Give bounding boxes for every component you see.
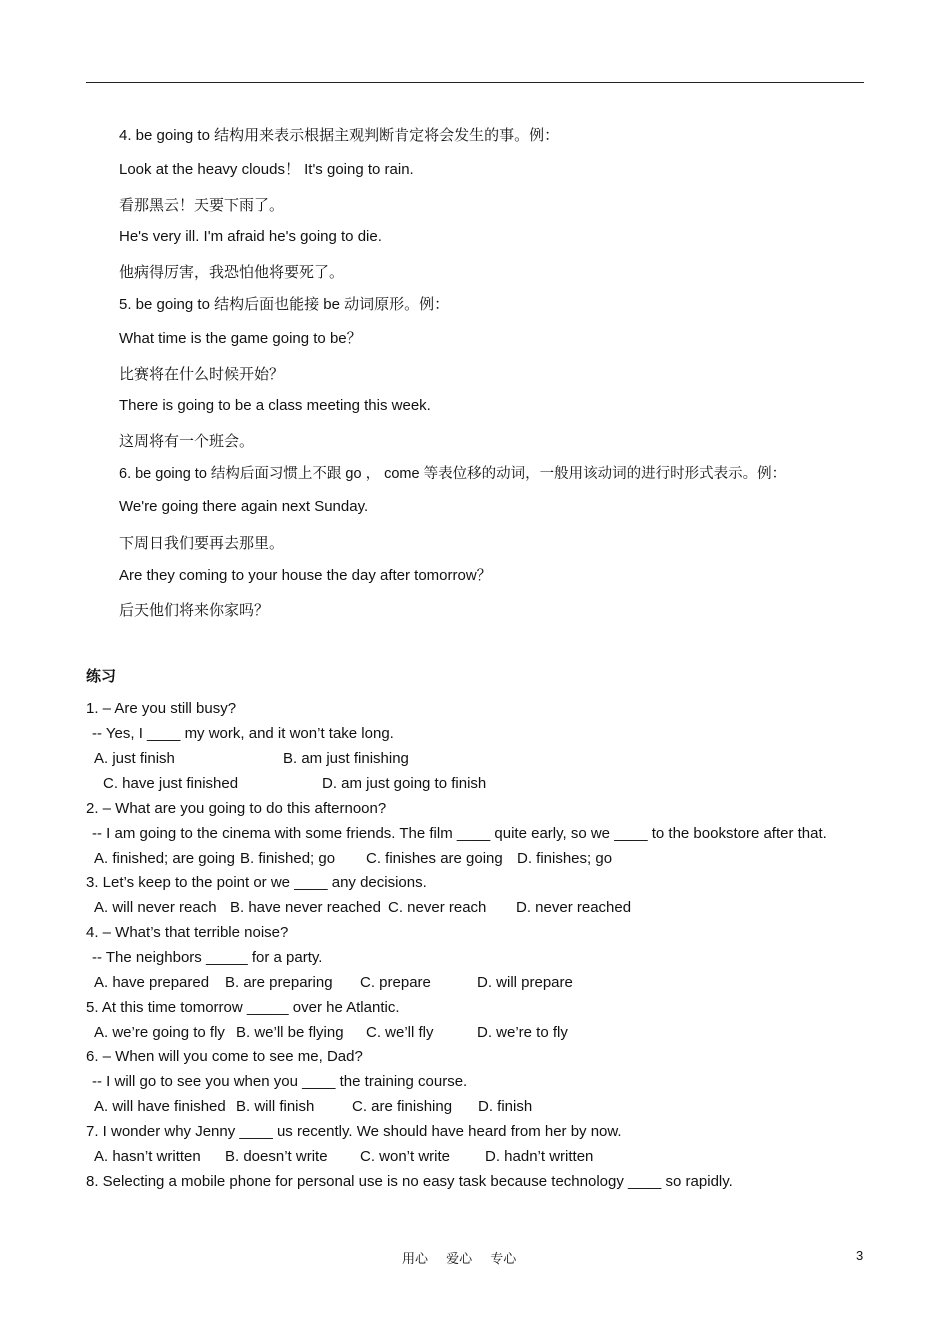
option-d: D. never reached <box>516 899 632 916</box>
option-c: C. are finishing <box>352 1098 453 1115</box>
question-6: 6. – When will you come to see me, Dad? <box>86 1048 363 1065</box>
option-b: B. have never reached <box>230 899 381 916</box>
option-c: C. finishes are going <box>366 850 503 867</box>
option-c: C. never reach <box>388 899 487 916</box>
option-a: A. finished; are going <box>94 850 235 867</box>
note-line: 4. be going to 结构用来表示根据主观判断肯定将会发生的事。例： <box>119 127 560 144</box>
question-5: 5. At this time tomorrow _____ over he Atlantic. <box>86 999 400 1016</box>
option-d: D. we’re to fly <box>477 1024 568 1041</box>
option-a: A. we’re going to fly <box>94 1024 225 1041</box>
option-c: C. prepare <box>360 974 431 991</box>
note-line: 下周日我们要再去那里。 <box>119 534 285 552</box>
page-number: 3 <box>856 1248 864 1263</box>
question-4-reply: -- The neighbors _____ for a party. <box>92 949 323 966</box>
question-1: 1. – Are you still busy? <box>86 700 237 717</box>
option-d: D. finishes; go <box>517 850 613 867</box>
note-line: 后天他们将来你家吗？ <box>119 601 270 619</box>
option-d: D. will prepare <box>477 974 573 991</box>
option-c: C. won’t write <box>360 1148 451 1165</box>
option-a: A. just finish <box>94 750 175 767</box>
question-3: 3. Let’s keep to the point or we ____ any decisions. <box>86 874 427 891</box>
note-line: There is going to be a class meeting this week. <box>119 397 431 414</box>
option-a: A. have prepared <box>94 974 210 991</box>
option-a: A. will have finished <box>94 1098 226 1115</box>
question-8: 8. Selecting a mobile phone for personal use is no easy task because technology ____ so rapidly. <box>86 1173 733 1190</box>
option-b: B. will finish <box>236 1098 315 1115</box>
option-b: B. we’ll be flying <box>236 1024 344 1041</box>
note-line: 他病得厉害，我恐怕他将要死了。 <box>119 263 345 281</box>
option-d: D. am just going to finish <box>322 775 487 792</box>
question-1-reply: -- Yes, I ____ my work, and it won’t take long. <box>92 725 394 742</box>
note-line: 5. be going to 结构后面也能接 be 动词原形。例： <box>119 296 450 313</box>
question-2-reply: -- I am going to the cinema with some friends. The film ____ quite early, so we ____ to the bookstore after that. <box>92 825 827 842</box>
note-line: Look at the heavy clouds！ It's going to rain. <box>119 161 414 178</box>
question-6-reply: -- I will go to see you when you ____ the training course. <box>92 1073 468 1090</box>
question-4: 4. – What’s that terrible noise? <box>86 924 289 941</box>
option-d: D. finish <box>478 1098 533 1115</box>
option-b: B. am just finishing <box>283 750 409 767</box>
note-line: 看那黑云！天要下雨了。 <box>119 196 285 214</box>
option-b: B. doesn’t write <box>225 1148 328 1165</box>
note-line: Are they coming to your house the day after tomorrow？ <box>119 567 492 584</box>
option-b: B. finished; go <box>240 850 336 867</box>
note-line: 这周将有一个班会。 <box>119 432 255 450</box>
question-2: 2. – What are you going to do this afternoon? <box>86 800 387 817</box>
page-footer: 用心 爱心 专心 <box>402 1252 517 1267</box>
note-line: 比赛将在什么时候开始？ <box>119 365 285 383</box>
option-a: A. will never reach <box>94 899 217 916</box>
option-a: A. hasn’t written <box>94 1148 201 1165</box>
note-line: 6. be going to 结构后面习惯上不跟 go ， come 等表位移的动词，一般用该动词的进行时形式表示。例： <box>119 466 787 482</box>
option-b: B. are preparing <box>225 974 333 991</box>
question-7: 7. I wonder why Jenny ____ us recently. We should have heard from her by now. <box>86 1123 622 1140</box>
exercise-heading: 练习 <box>86 668 117 685</box>
note-line: He's very ill. I'm afraid he's going to die. <box>119 228 382 245</box>
note-line: We're going there again next Sunday. <box>119 498 369 515</box>
option-c: C. have just finished <box>103 775 239 792</box>
option-c: C. we’ll fly <box>366 1024 434 1041</box>
option-d: D. hadn’t written <box>485 1148 594 1165</box>
note-line: What time is the game going to be？ <box>119 330 362 347</box>
header-rule <box>86 82 864 83</box>
